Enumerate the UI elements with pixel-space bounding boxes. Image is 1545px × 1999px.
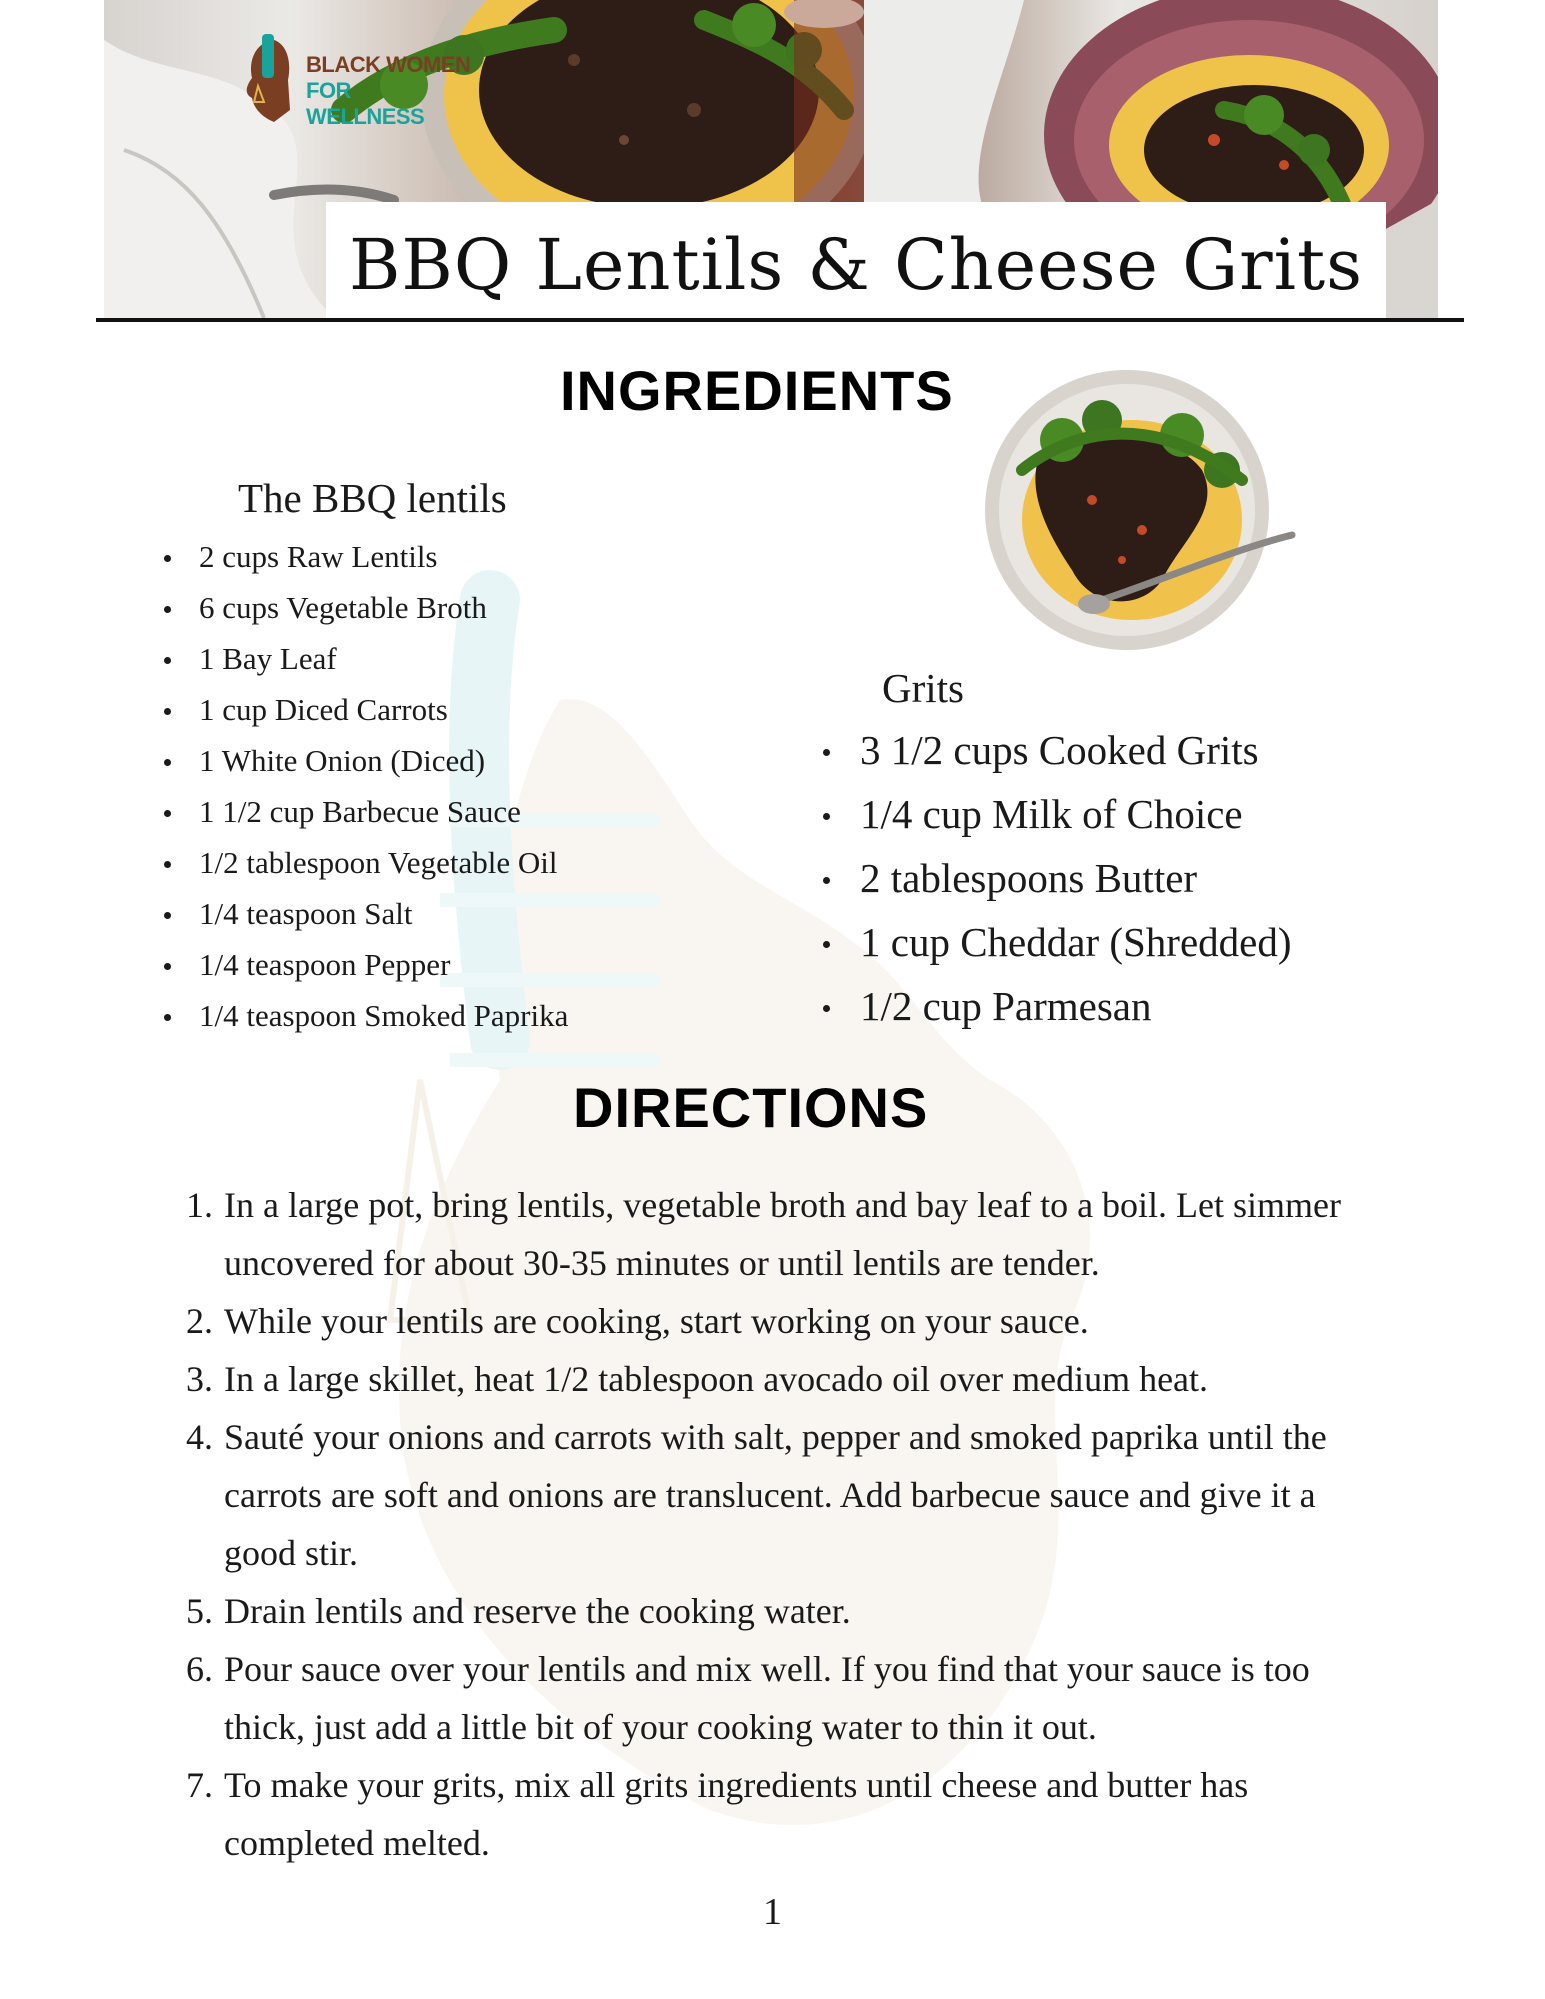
directions-heading: DIRECTIONS (573, 1076, 929, 1139)
direction-step: 7. To make your grits, mix all grits ingredients until cheese and butter has completed melted. (186, 1765, 1249, 1863)
direction-step: 5. Drain lentils and reserve the cooking water. (186, 1591, 851, 1631)
brand-logo (244, 30, 474, 140)
list-item: 1 White Onion (Diced) (199, 742, 568, 793)
page-number: 1 (763, 1891, 782, 1933)
list-item: 1 cup Diced Carrots (199, 691, 568, 742)
list-item: 2 tablespoons Butter (860, 854, 1292, 918)
direction-step: 2. While your lentils are cooking, start working on your sauce. (186, 1301, 1089, 1341)
list-item: 1 1/2 cup Barbecue Sauce (199, 793, 568, 844)
bbq-lentils-list (199, 538, 568, 1048)
list-item: 1/2 cup Parmesan (860, 982, 1292, 1046)
grits-label: Grits (882, 665, 964, 711)
bbq-lentils-label: The BBQ lentils (238, 475, 507, 521)
list-item: 1 Bay Leaf (199, 640, 568, 691)
direction-step: 3. In a large skillet, heat 1/2 tablespoon avocado oil over medium heat. (186, 1359, 1209, 1399)
direction-step: 6. Pour sauce over your lentils and mix well. If you find that your sauce is too thick, just add a little bit of your cooking water to thin it out. (186, 1649, 1310, 1747)
list-item: 1/2 tablespoon Vegetable Oil (199, 844, 568, 895)
direction-step: 4. Sauté your onions and carrots with salt, pepper and smoked paprika until the carrots are soft and onions are translucent. Add barbecue sauce and give it a good stir. (186, 1417, 1327, 1573)
list-item: 1/4 teaspoon Pepper (199, 946, 568, 997)
logo-line-2: FOR WELLNESS (306, 78, 425, 129)
profile-silhouette-icon (244, 30, 304, 140)
header-divider (96, 318, 1464, 322)
list-item: 2 cups Raw Lentils (199, 538, 568, 589)
direction-step: 1. In a large pot, bring lentils, vegetable broth and bay leaf to a boil. Let simmer uncovered for about 30-35 minutes or until lentils are tender. (186, 1185, 1342, 1283)
grits-list (860, 726, 1292, 1046)
header-banner-photo (104, 0, 1438, 318)
recipe-title: BBQ Lentils & Cheese Grits (348, 224, 1364, 306)
list-item: 1 cup Cheddar (Shredded) (860, 918, 1292, 982)
title-box (326, 202, 1386, 318)
list-item: 6 cups Vegetable Broth (199, 589, 568, 640)
list-item: 1/4 teaspoon Salt (199, 895, 568, 946)
directions-list (186, 1176, 1386, 1872)
logo-line-1: BLACK WOMEN (306, 52, 471, 77)
list-item: 1/4 teaspoon Smoked Paprika (199, 997, 568, 1048)
dish-photo (982, 360, 1302, 650)
ingredients-heading: INGREDIENTS (560, 359, 954, 422)
list-item: 3 1/2 cups Cooked Grits (860, 726, 1292, 790)
list-item: 1/4 cup Milk of Choice (860, 790, 1292, 854)
